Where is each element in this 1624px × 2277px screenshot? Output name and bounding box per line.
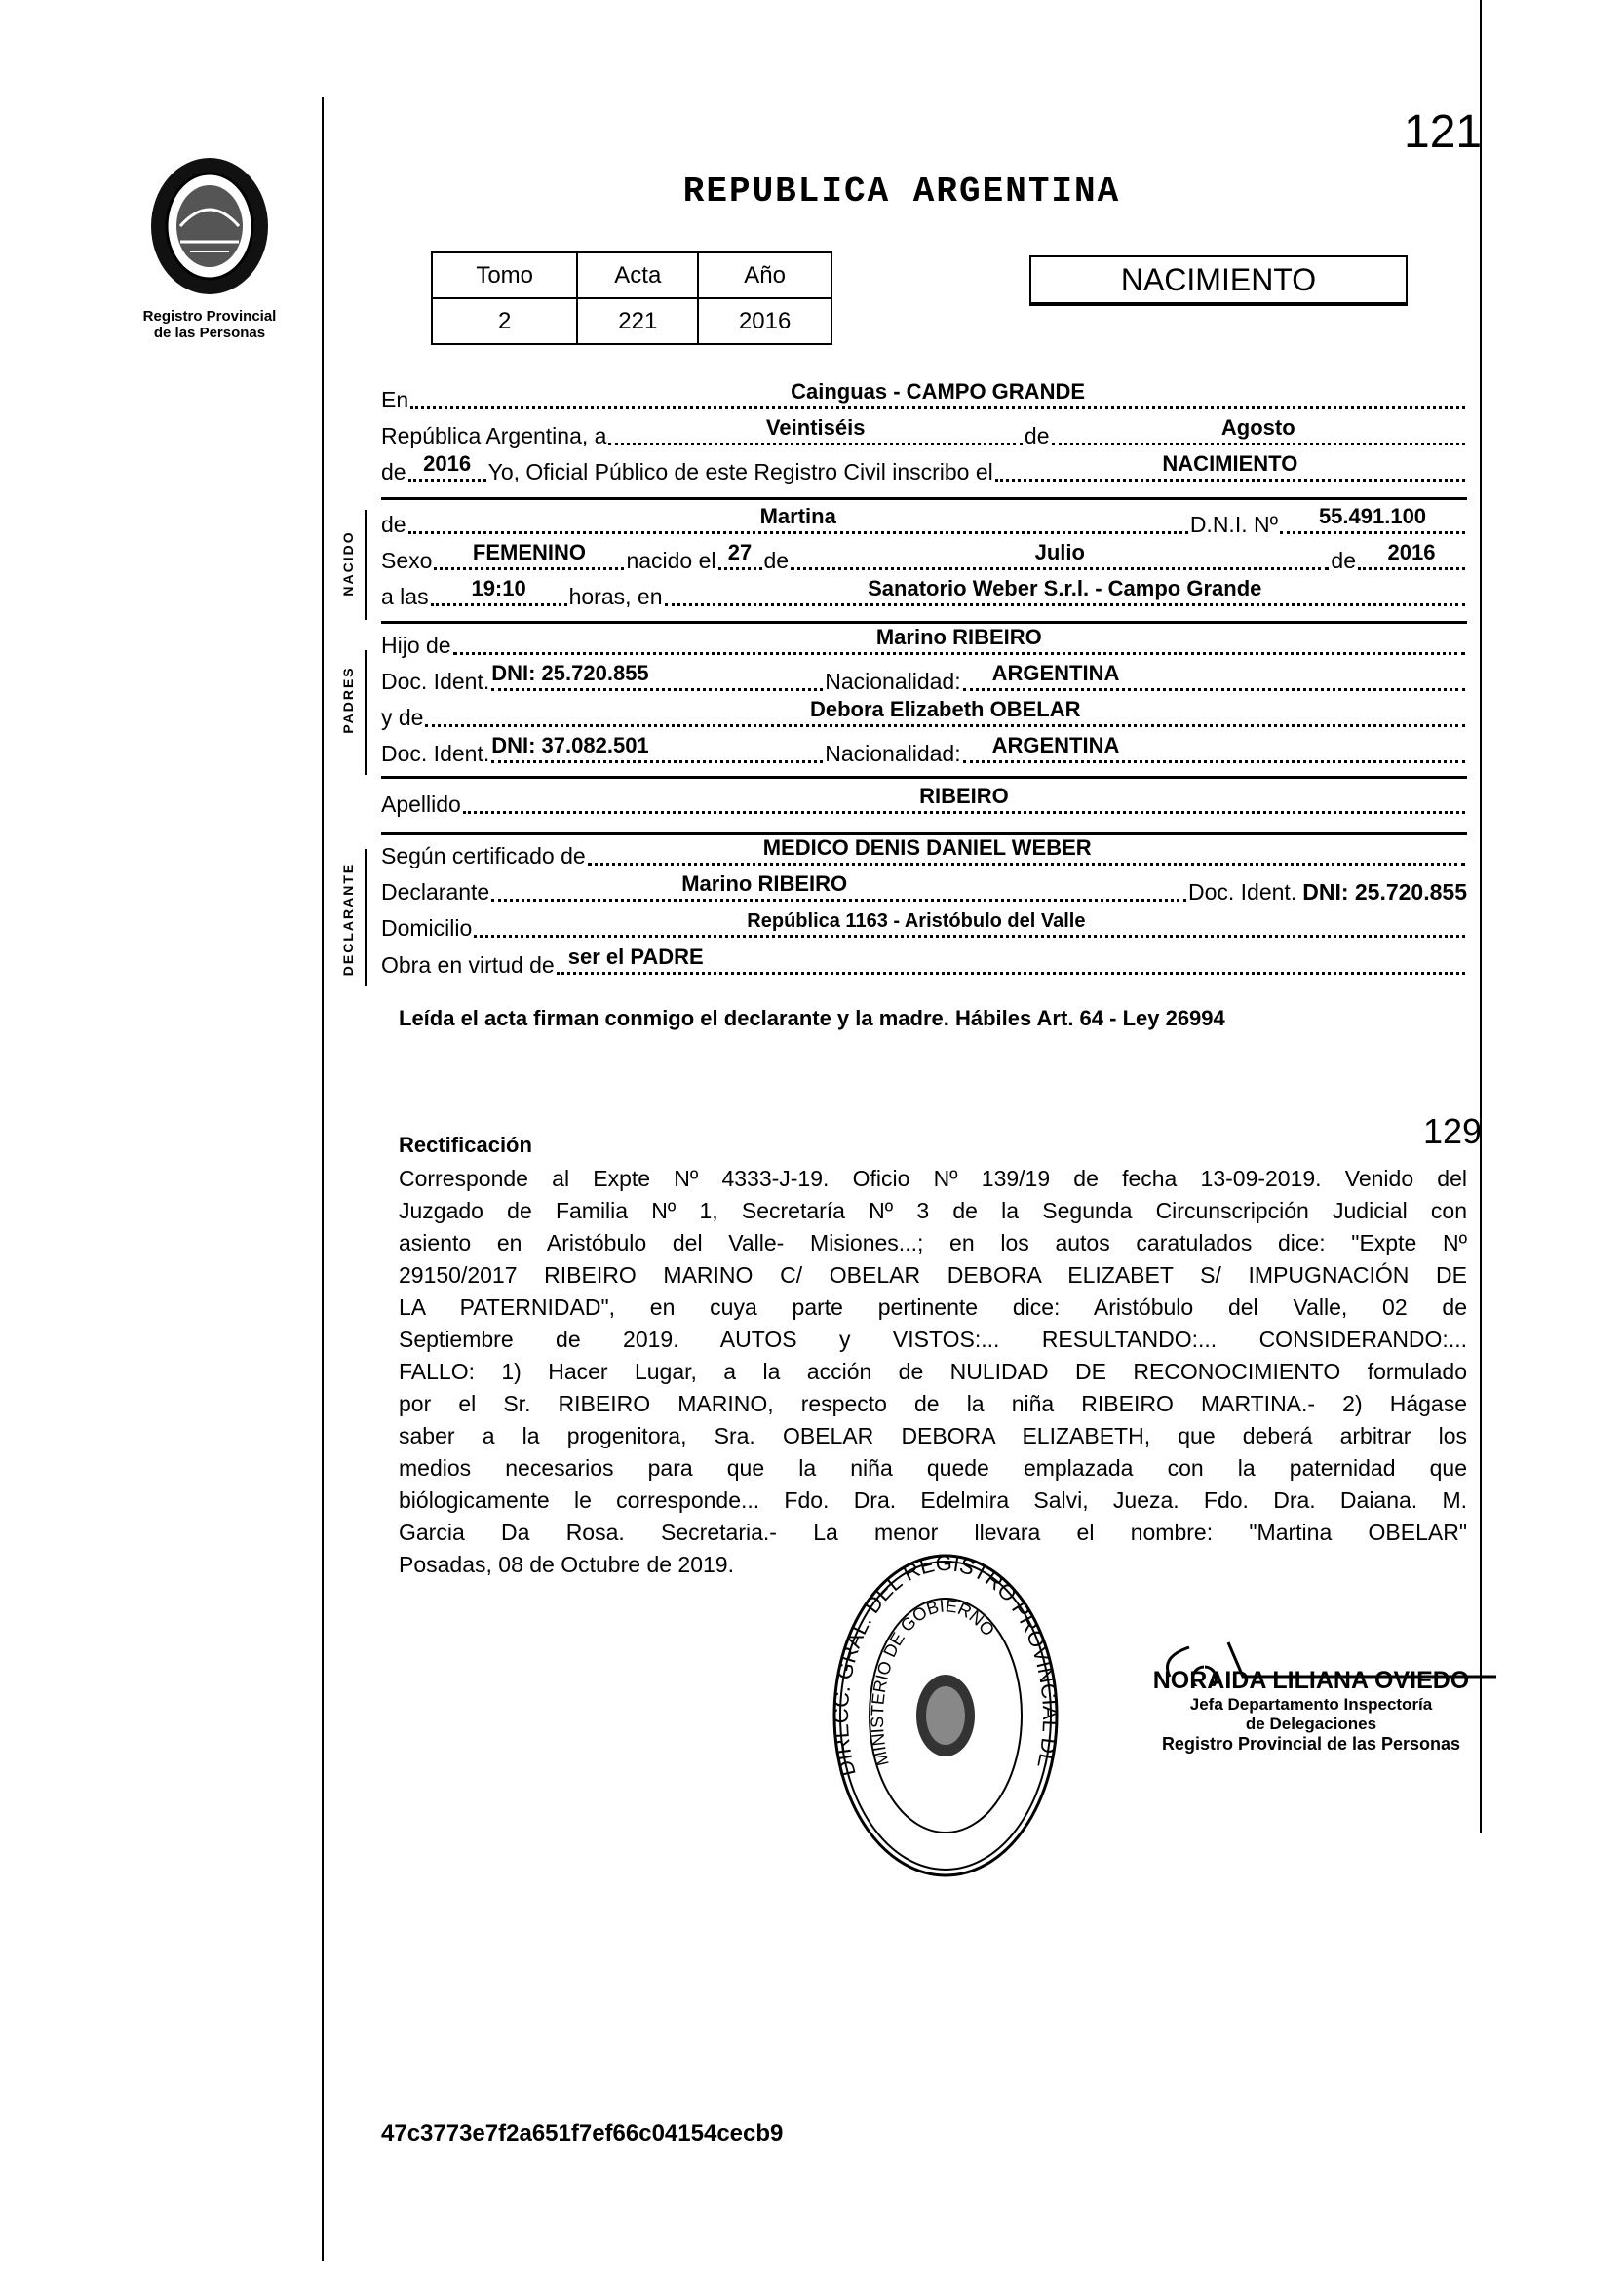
label: Yo, Oficial Público de este Registro Civil inscribo el <box>487 459 993 484</box>
row-certificado <box>381 836 1467 869</box>
value-declarante: Marino RIBEIRO <box>681 871 848 896</box>
stamp-outer-text: DIRECC. GRAL. DEL REGISTRO PROVINCIAL DE <box>829 1551 1063 1779</box>
bracket-padres <box>365 650 367 775</box>
document-hash: 47c3773e7f2a651f7ef66c04154cecb9 <box>381 2120 784 2146</box>
label: República Argentina, a <box>381 423 607 448</box>
signatory-dept: de Delegaciones <box>1245 1715 1377 1733</box>
rectification-line: asiento en Aristóbulo del Valle- Misiones...; en los autos caratulados dice: "Expte Nº <box>399 1230 1467 1255</box>
label: Nacionalidad: <box>825 741 961 766</box>
value-tipo: NACIMIENTO <box>1162 451 1298 476</box>
page-number: 121 <box>1404 106 1483 158</box>
value-anio: 2016 <box>698 298 831 344</box>
rectification-page-number: 129 <box>1423 1111 1483 1151</box>
label: Doc. Ident. <box>381 669 490 694</box>
rectification-line: LA PATERNIDAD", en cuya parte pertinente dice: Aristóbulo del Valle, 02 de <box>399 1294 1467 1320</box>
signatory-org: Registro Provincial de las Personas <box>1161 1734 1461 1754</box>
value-anio: 2016 <box>423 451 472 476</box>
value-madre-nac: ARGENTINA <box>991 733 1120 757</box>
signatory-name: NORAIDA LILIANA OVIEDO <box>1152 1667 1470 1694</box>
document-title: REPUBLICA ARGENTINA <box>682 172 1121 212</box>
value-madre-doc: DNI: 37.082.501 <box>491 733 649 757</box>
value-certificado: MEDICO DENIS DANIEL WEBER <box>762 835 1092 860</box>
row-en <box>381 380 1467 413</box>
logo-caption-line1: Registro Provincial <box>142 308 277 325</box>
label: D.N.I. Nº <box>1189 512 1278 537</box>
rectification-text <box>399 1163 1467 1581</box>
signature-block <box>1150 1657 1472 1755</box>
rectification-line: saber a la progenitora, Sra. OBELAR DEBORA ELIZABETH, que deberá arbitrar los <box>399 1423 1467 1448</box>
rectification-line: Septiembre de 2019. AUTOS y VISTOS:... RESULTANDO:... CONSIDERANDO:... <box>399 1327 1467 1352</box>
row-hora <box>381 577 1467 610</box>
label: a las <box>381 584 429 609</box>
label: de <box>763 548 790 573</box>
rectification-title: Rectificación <box>399 1133 532 1157</box>
official-stamp <box>829 1550 1063 1881</box>
row-madre-doc <box>381 734 1467 767</box>
rectification-line: Corresponde al Expte Nº 4333-J-19. Oficio Nº 139/19 de fecha 13-09-2019. Venido del <box>399 1166 1467 1191</box>
label: de <box>381 512 406 537</box>
value-padre-doc: DNI: 25.720.855 <box>491 661 649 685</box>
row-apellido <box>381 785 1467 818</box>
row-obra <box>381 946 1467 979</box>
value-dni: 55.491.100 <box>1318 504 1427 528</box>
signatory-title: Jefa Departamento Inspectoría <box>1189 1695 1433 1714</box>
label: horas, en <box>568 584 663 609</box>
rectification-line: Juzgado de Familia Nº 1, Secretaría Nº 3 de la Segunda Circunscripción Judicial con <box>399 1198 1467 1223</box>
row-padre <box>381 626 1467 659</box>
stamp-inner-text: MINISTERIO DE GOBIERNO <box>867 1596 999 1768</box>
rectification-line: Posadas, 08 de Octubre de 2019. <box>399 1552 734 1577</box>
value-hora: 19:10 <box>471 576 526 600</box>
value-acta: 221 <box>577 298 698 344</box>
left-margin-line <box>322 97 324 2261</box>
section-label-nacido: NACIDO <box>340 530 356 597</box>
section-divider <box>381 497 1467 500</box>
label: Nacionalidad: <box>825 669 961 694</box>
right-margin-line <box>1480 0 1482 1833</box>
label: Sexo <box>381 548 433 573</box>
value-anio-nac: 2016 <box>1387 540 1436 564</box>
rectification-line: por el Sr. RIBEIRO MARINO, respecto de la niña RIBEIRO MARTINA.- 2) Hágase <box>399 1391 1467 1416</box>
row-sexo <box>381 541 1467 574</box>
section-divider <box>381 776 1467 779</box>
value-tomo: 2 <box>432 298 577 344</box>
rectification-line: FALLO: 1) Hacer Lugar, a la acción de NULIDAD DE RECONOCIMIENTO formulado <box>399 1359 1467 1384</box>
bracket-nacido <box>365 510 367 620</box>
label: Doc. Ident. <box>381 741 490 766</box>
row-padre-doc <box>381 662 1467 695</box>
rectification-line: Garcia Da Rosa. Secretaria.- La menor llevara el nombre: "Martina OBELAR" <box>399 1520 1467 1545</box>
value-padre-nac: ARGENTINA <box>991 661 1120 685</box>
rectification-line: biólogicamente le corresponde... Fdo. Dra. Edelmira Salvi, Jueza. Fdo. Dra. Daiana. M. <box>399 1487 1467 1513</box>
label: Según certificado de <box>381 843 586 868</box>
row-declarante <box>381 872 1467 906</box>
value-obra: ser el PADRE <box>567 945 704 969</box>
closing-statement: Leída el acta firman conmigo el declarante y la madre. Hábiles Art. 64 - Ley 26994 <box>399 1006 1225 1030</box>
label: de <box>1024 423 1050 448</box>
value-declarante-doc: DNI: 25.720.855 <box>1302 879 1467 905</box>
label: En <box>381 387 409 412</box>
rectification-line: medios necesarios para que la niña quede emplazada con la paternidad que <box>399 1455 1467 1481</box>
label: de <box>1331 548 1356 573</box>
value-lugar-nac: Sanatorio Weber S.r.l. - Campo Grande <box>868 576 1262 600</box>
row-anio <box>381 452 1467 485</box>
label: y de <box>381 705 424 730</box>
header-tomo: Tomo <box>432 252 577 298</box>
row-nombre <box>381 505 1467 538</box>
value-mes: Agosto <box>1220 415 1295 440</box>
logo-caption <box>117 308 302 341</box>
value-dia: Veintiséis <box>765 415 866 440</box>
header-acta: Acta <box>577 252 698 298</box>
value-domicilio: República 1163 - Aristóbulo del Valle <box>747 910 1086 932</box>
label: de <box>381 459 406 484</box>
row-fecha <box>381 416 1467 449</box>
label: Domicilio <box>381 915 473 941</box>
label: nacido el <box>626 548 716 573</box>
value-mes-nac: Julio <box>1034 540 1085 564</box>
value-dia-nac: 27 <box>727 540 753 564</box>
value-nombre: Martina <box>759 504 836 528</box>
label: Declarante <box>381 879 490 905</box>
value-madre: Debora Elizabeth OBELAR <box>810 697 1081 721</box>
label: Obra en virtud de <box>381 952 555 978</box>
value-sexo: FEMENINO <box>472 540 586 564</box>
value-apellido: RIBEIRO <box>919 784 1009 808</box>
logo-caption-line2: de las Personas <box>153 325 266 341</box>
register-table <box>431 251 832 345</box>
value-lugar: Cainguas - CAMPO GRANDE <box>791 379 1086 404</box>
rectification-line: 29150/2017 RIBEIRO MARINO C/ OBELAR DEBORA ELIZABET S/ IMPUGNACIÓN DE <box>399 1262 1467 1288</box>
label: Apellido <box>381 791 461 817</box>
record-type-box: NACIMIENTO <box>1029 255 1408 306</box>
row-madre <box>381 698 1467 731</box>
label: Doc. Ident. <box>1187 879 1297 905</box>
section-divider <box>381 621 1467 624</box>
row-domicilio <box>381 908 1467 942</box>
bracket-declarante <box>365 849 367 986</box>
value-padre: Marino RIBEIRO <box>875 625 1042 649</box>
section-label-padres: PADRES <box>340 666 356 734</box>
section-label-declarante: DECLARANTE <box>340 862 356 977</box>
registro-provincial-logo <box>136 154 283 298</box>
header-anio: Año <box>698 252 831 298</box>
label: Hijo de <box>381 633 451 658</box>
